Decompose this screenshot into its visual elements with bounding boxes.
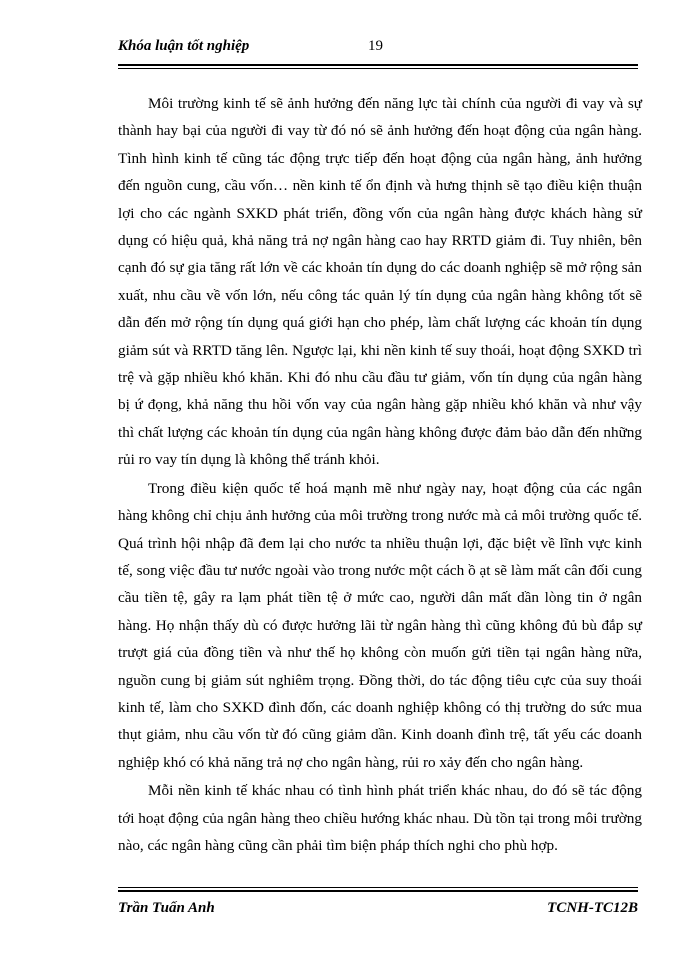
page-number: 19 (368, 38, 383, 54)
paragraph-3: Mỗi nền kinh tế khác nhau có tình hình phát triển khác nhau, do đó sẽ tác động tới hoạt động của ngân hàng theo chiều hướng khác nhau. Dù tồn tại trong môi trường nào, các ngân hàng cũng cần phải tìm biện pháp thích nghi cho phù hợp. (118, 782, 642, 854)
page-footer (118, 896, 638, 922)
document-body (118, 90, 642, 859)
footer-divider (118, 887, 638, 892)
page-header (118, 36, 638, 62)
footer-author: Trần Tuấn Anh (118, 900, 215, 916)
footer-class-code: TCNH-TC12B (547, 900, 638, 916)
header-divider (118, 64, 638, 69)
paragraph-1: Môi trường kinh tế sẽ ảnh hưởng đến năng lực tài chính của người đi vay và sự thành hay bại của người đi vay từ đó nó sẽ ảnh hưởng đến hoạt động của ngân hàng. Tình hình kinh tế cũng tác động trực tiếp đến hoạt động của ngân hàng, ảnh hưởng đến nguồn cung, cầu vốn… nền kinh tế ổn định và hưng thịnh sẽ tạo điều kiện thuận lợi cho các ngành SXKD phát triển, đồng vốn của ngân hàng được khách hàng sử dụng có hiệu quả, khả năng trả nợ ngân hàng cao hay RRTD giảm đi. Tuy nhiên, bên cạnh đó sự gia tăng rất lớn về các khoản tín dụng do các doanh nghiệp sẽ mở rộng sản xuất, nhu cầu về vốn lớn, nếu công tác quản lý tín dụng của ngân hàng không tốt sẽ dẫn đến mở rộng tín dụng quá giới hạn cho phép, làm chất lượng các khoản tín dụng giảm sút và RRTD tăng lên. Ngược lại, khi nền kinh tế suy thoái, hoạt động SXKD trì trệ và gặp nhiều khó khăn. Khi đó nhu cầu đầu tư giảm, vốn tín dụng của ngân hàng bị ứ đọng, khả năng thu hồi vốn vay của ngân hàng gặp nhiều khó khăn và như vậy thì chất lượng các khoản tín dụng của ngân hàng không được đảm bảo dẫn đến những rủi ro vay tín dụng là không thể tránh khỏi. (118, 95, 642, 469)
paragraph-2: Trong điều kiện quốc tế hoá mạnh mẽ như ngày nay, hoạt động của các ngân hàng không chỉ chịu ảnh hưởng của môi trường trong nước mà cả môi trường quốc tế. Quá trình hội nhập đã đem lại cho nước ta nhiều thuận lợi, đặc biệt về lĩnh vực kinh tế, song việc đầu tư nước ngoài vào trong nước một cách ồ ạt sẽ làm mất cân đối cung cầu tiền tệ, gây ra lạm phát tiền tệ ở mức cao, người dân mất dần lòng tin ở ngân hàng. Họ nhận thấy dù có được hưởng lãi từ ngân hàng thì cũng không đủ bù đắp sự trượt giá của đồng tiền và như thế họ không còn muốn gửi tiền tại ngân hàng nữa, nguồn cung bị giảm sút nghiêm trọng. Đồng thời, do tác động tiêu cực của suy thoái kinh tế, làm cho SXKD đình đốn, các doanh nghiệp không có thị trường do sức mua thụt giảm, nhu cầu vốn từ đó cũng giảm dần. Kinh doanh đình trệ, tất yếu các doanh nghiệp khó có khả năng trả nợ cho ngân hàng, rủi ro xảy đến cho ngân hàng. (118, 479, 642, 771)
header-title: Khóa luận tốt nghiệp (118, 38, 250, 54)
